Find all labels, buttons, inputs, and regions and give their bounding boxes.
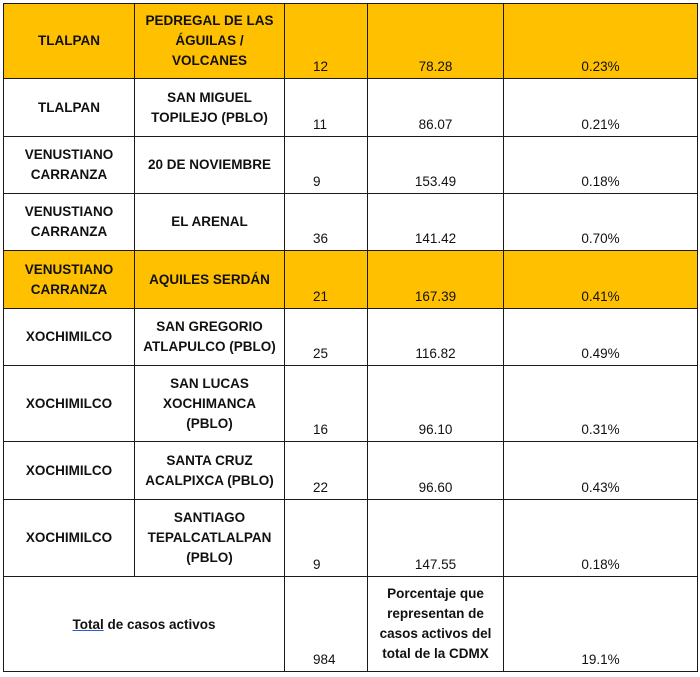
- alcaldia-cell: TLALPAN: [4, 4, 135, 79]
- table-row: [4, 442, 698, 500]
- rate-cell: 86.07: [368, 79, 504, 137]
- table-row: [4, 79, 698, 137]
- percent-cell: 0.18%: [504, 500, 698, 577]
- percent-cell: 0.31%: [504, 366, 698, 442]
- cases-cell: 25: [285, 309, 368, 366]
- percent-cell: 0.18%: [504, 137, 698, 194]
- table-row: [4, 4, 698, 79]
- rate-cell: 147.55: [368, 500, 504, 577]
- colonia-cell: SAN MIGUEL TOPILEJO (PBLO): [135, 79, 285, 137]
- percent-cell: 0.49%: [504, 309, 698, 366]
- table-row: [4, 366, 698, 442]
- alcaldia-cell: VENUSTIANO CARRANZA: [4, 251, 135, 309]
- percent-cell: 0.21%: [504, 79, 698, 137]
- rate-cell: 167.39: [368, 251, 504, 309]
- cases-cell: 9: [285, 500, 368, 577]
- percent-cell: 0.43%: [504, 442, 698, 500]
- cases-cell: 21: [285, 251, 368, 309]
- total-label: [4, 577, 285, 672]
- rate-cell: 116.82: [368, 309, 504, 366]
- cases-cell: 9: [285, 137, 368, 194]
- total-row: [4, 577, 698, 672]
- percent-cell: 0.70%: [504, 194, 698, 251]
- total-label-word: Total: [72, 616, 104, 632]
- alcaldia-cell: VENUSTIANO CARRANZA: [4, 194, 135, 251]
- colonia-cell: 20 DE NOVIEMBRE: [135, 137, 285, 194]
- alcaldia-cell: XOCHIMILCO: [4, 309, 135, 366]
- cases-cell: 36: [285, 194, 368, 251]
- alcaldia-cell: VENUSTIANO CARRANZA: [4, 137, 135, 194]
- table-row: [4, 309, 698, 366]
- percent-cell: 0.41%: [504, 251, 698, 309]
- alcaldia-cell: XOCHIMILCO: [4, 442, 135, 500]
- colonia-cell: SAN LUCAS XOCHIMANCA (PBLO): [135, 366, 285, 442]
- rate-cell: 153.49: [368, 137, 504, 194]
- table-row: [4, 194, 698, 251]
- active-cases-table: [3, 3, 698, 672]
- alcaldia-cell: XOCHIMILCO: [4, 366, 135, 442]
- cases-cell: 16: [285, 366, 368, 442]
- rate-cell: 78.28: [368, 4, 504, 79]
- colonia-cell: PEDREGAL DE LAS ÁGUILAS / VOLCANES: [135, 4, 285, 79]
- cases-cell: 12: [285, 4, 368, 79]
- colonia-cell: AQUILES SERDÁN: [135, 251, 285, 309]
- table-row: [4, 251, 698, 309]
- cases-cell: 22: [285, 442, 368, 500]
- rate-cell: 141.42: [368, 194, 504, 251]
- total-percent-cell: 19.1%: [504, 577, 698, 672]
- colonia-cell: SAN GREGORIO ATLAPULCO (PBLO): [135, 309, 285, 366]
- total-cases-cell: 984: [285, 577, 368, 672]
- table-row: [4, 500, 698, 577]
- total-label-rest: de casos activos: [103, 616, 216, 632]
- alcaldia-cell: XOCHIMILCO: [4, 500, 135, 577]
- colonia-cell: SANTA CRUZ ACALPIXCA (PBLO): [135, 442, 285, 500]
- rate-cell: 96.10: [368, 366, 504, 442]
- rate-cell: 96.60: [368, 442, 504, 500]
- colonia-cell: EL ARENAL: [135, 194, 285, 251]
- percentage-label: Porcentaje que representan de casos activos del total de la CDMX: [368, 577, 504, 672]
- percent-cell: 0.23%: [504, 4, 698, 79]
- colonia-cell: SANTIAGO TEPALCATLALPAN (PBLO): [135, 500, 285, 577]
- table-row: [4, 137, 698, 194]
- alcaldia-cell: TLALPAN: [4, 79, 135, 137]
- cases-cell: 11: [285, 79, 368, 137]
